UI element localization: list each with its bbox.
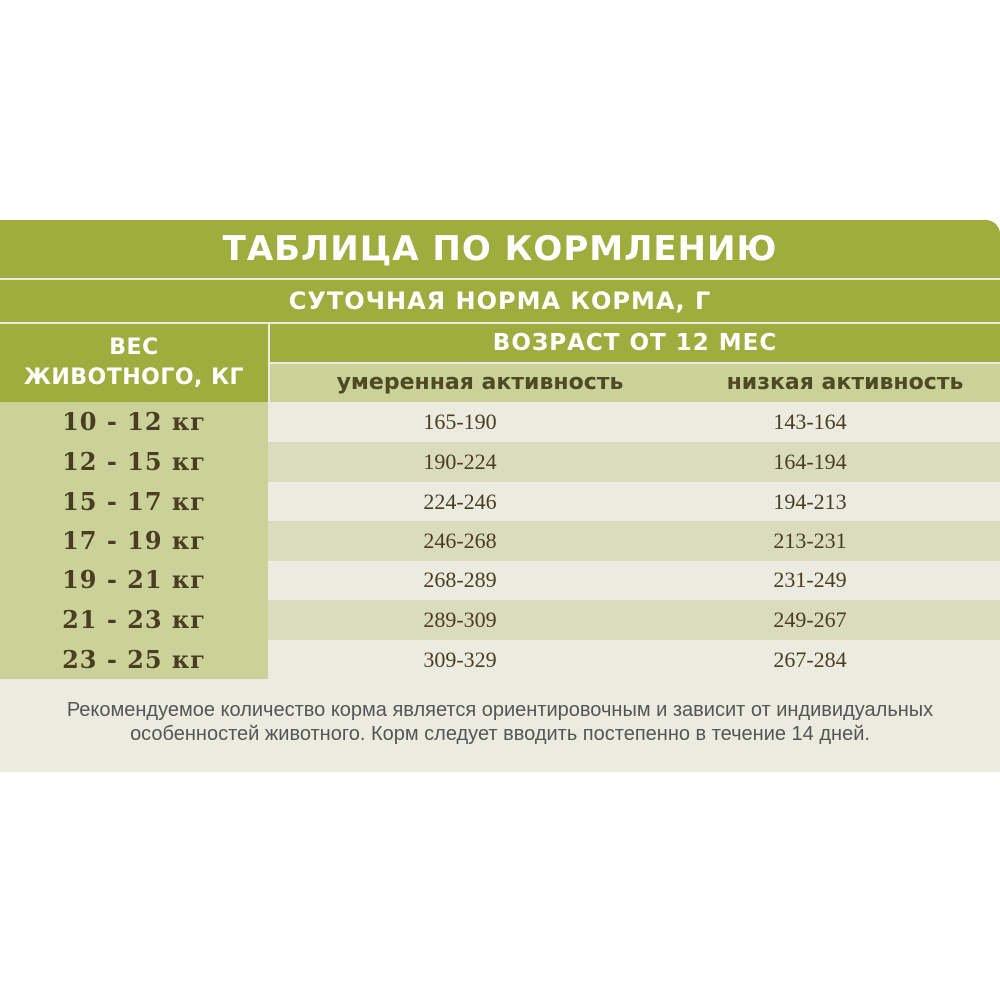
moderate-cell: 246-268 <box>423 528 497 553</box>
low-cell: 249-267 <box>773 607 847 632</box>
weight-cell: 23 - 25 кг <box>62 645 206 674</box>
table-title: ТАБЛИЦА ПО КОРМЛЕНИЮ <box>0 220 1000 278</box>
moderate-cell: 165-190 <box>423 409 497 434</box>
low-cell: 194-213 <box>773 489 847 514</box>
age-header: ВОЗРАСТ ОТ 12 МЕС <box>270 324 1000 362</box>
weight-header-line-2: ЖИВОТНОГО, КГ <box>23 365 245 390</box>
feeding-table-card <box>0 220 1000 772</box>
moderate-cell: 224-246 <box>423 489 497 514</box>
weight-cell: 10 - 12 кг <box>62 407 206 436</box>
low-cell: 164-194 <box>773 449 847 474</box>
weight-column-header <box>0 324 268 402</box>
recommendation-note: Рекомендуемое количество корма является ориентировочным и зависит от индивидуальных особенностей животного. Корм следует вводить постепенно в течение 14 дней. <box>66 699 934 745</box>
table-row <box>0 482 1000 522</box>
low-activity-header: низкая активность <box>726 370 964 395</box>
moderate-cell: 268-289 <box>423 567 497 592</box>
table-subtitle: СУТОЧНАЯ НОРМА КОРМА, Г <box>0 280 1000 322</box>
table-row <box>0 600 1000 640</box>
moderate-cell: 289-309 <box>423 607 497 632</box>
moderate-cell: 309-329 <box>423 647 497 672</box>
weight-cell: 12 - 15 кг <box>62 447 206 476</box>
activity-header-row <box>270 364 1000 402</box>
moderate-activity-header: умеренная активность <box>336 370 624 395</box>
table-row <box>0 560 1000 600</box>
weight-cell: 21 - 23 кг <box>62 605 206 634</box>
low-cell: 267-284 <box>773 647 847 672</box>
weight-cell: 19 - 21 кг <box>62 565 206 594</box>
weight-cell: 15 - 17 кг <box>62 487 206 516</box>
weight-header-line-1: ВЕС <box>109 335 159 360</box>
weight-cell: 17 - 19 кг <box>62 526 206 555</box>
table-row <box>0 521 1000 561</box>
low-cell: 143-164 <box>773 409 847 434</box>
low-cell: 213-231 <box>773 528 847 553</box>
low-cell: 231-249 <box>773 567 847 592</box>
table-row <box>0 442 1000 482</box>
table-row <box>0 402 1000 442</box>
moderate-cell: 190-224 <box>423 449 497 474</box>
table-row <box>0 640 1000 680</box>
